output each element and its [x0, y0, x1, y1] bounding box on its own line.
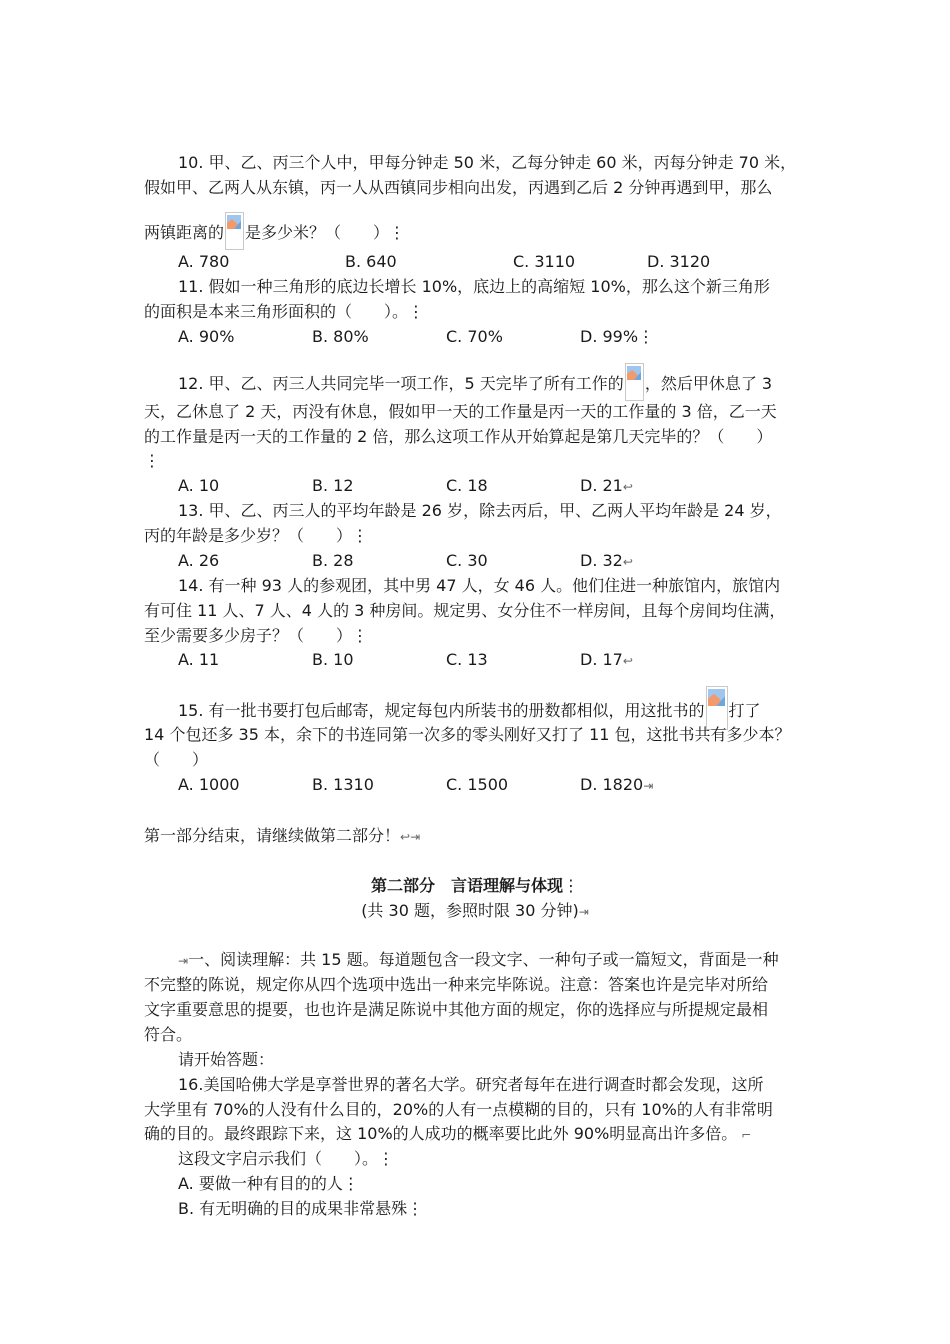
q11-line-2: 的面积是本来三角形面积的（ ）。⋮ — [144, 302, 425, 321]
q14-option-c: C. 13 — [446, 650, 488, 669]
q16-line-4: 这段文字启示我们（ ）。⋮ — [178, 1149, 395, 1168]
paragraph-mark-icon: ↩ — [622, 480, 633, 494]
broken-image-icon — [625, 363, 644, 401]
q15-option-c: C. 1500 — [446, 775, 509, 794]
q10-line-2: 假如甲、乙两人从东镇，丙一人从西镇同步相向出发，丙遇到乙后 2 分钟再遇到甲，那么 — [144, 178, 773, 197]
q10-option-a: A. 780 — [178, 252, 230, 271]
q12-line-1-start: 12. 甲、乙、丙三人共同完毕一项工作，5 天完毕了所有工作的 — [178, 374, 624, 393]
q11-line-1: 11. 假如一种三角形的底边长增长 10%，底边上的高缩短 10%，那么这个新三角形 — [178, 277, 770, 296]
q14-line-2: 有可住 11 人、7 人、4 人的 3 种房间。规定男、女分住不一样房间，且每个房间均住满， — [144, 601, 786, 620]
q16-line-3 — [144, 1122, 751, 1147]
q15-line-3: （ ） — [144, 750, 209, 769]
part2-subtitle-text: (共 30 题，参照时限 30 分钟) — [361, 901, 579, 920]
q11-option-c: C. 70% — [446, 327, 503, 346]
q13-option-d — [580, 549, 633, 574]
q10-line-3-end: 是多少米？（ ）⋮ — [245, 223, 406, 242]
q10-option-c: C. 3110 — [513, 252, 576, 271]
part2-title-mark: ⋮ — [563, 876, 579, 895]
end-part1-text: 第一部分结束，请继续做第二部分！ — [144, 826, 401, 845]
reading-line-1-text: 一、阅读理解：共 15 题。每道题包含一段文字、一种句子或一篇短文，背面是一种 — [188, 950, 779, 969]
q10-line-3-start: 两镇距离的 — [144, 223, 225, 242]
q15-line-1-end: 打了 — [728, 701, 761, 720]
q14-line-3: 至少需要多少房子？（ ）⋮ — [144, 626, 369, 645]
q12-option-c: C. 18 — [446, 476, 488, 495]
paragraph-mark-icon: ↩⇥ — [400, 830, 421, 844]
q11-option-a: A. 90% — [178, 327, 235, 346]
broken-image-icon — [225, 212, 244, 250]
q14-option-b: B. 10 — [312, 650, 354, 669]
q12-line-1-end: ，然后甲休息了 3 — [644, 374, 773, 393]
q13-option-c: C. 30 — [446, 551, 488, 570]
q16-line-2: 大学里有 70%的人没有什么目的，20%的人有一点模糊的目的，只有 10%的人有非常明 — [144, 1100, 773, 1119]
q13-line-1: 13. 甲、乙、丙三人的平均年龄是 26 岁，除去丙后，甲、乙两人平均年龄是 24 岁， — [178, 501, 782, 520]
reading-start: 请开始答题： — [178, 1050, 275, 1069]
q16-option-a: A. 要做一种有目的的人⋮ — [178, 1174, 359, 1193]
part2-title — [0, 874, 950, 898]
q15-option-d-text: D. 1820 — [580, 775, 644, 794]
q14-option-a: A. 11 — [178, 650, 220, 669]
q10-line-1: 10. 甲、乙、丙三个人中，甲每分钟走 50 米，乙每分钟走 60 米，丙每分钟走 70 米， — [178, 153, 797, 172]
q13-line-2: 丙的年龄是多少岁？（ ）⋮ — [144, 526, 369, 545]
part2-subtitle — [0, 899, 950, 924]
reading-line-1 — [178, 948, 779, 973]
end-part1-notice — [144, 824, 420, 849]
q15-option-a: A. 1000 — [178, 775, 240, 794]
q13-option-b: B. 28 — [312, 551, 354, 570]
q12-option-a: A. 10 — [178, 476, 220, 495]
q12-line-2: 天，乙休息了 2 天，丙没有休息，假如甲一天的工作量是丙一天的工作量的 3 倍，乙一天 — [144, 402, 777, 421]
reading-line-2: 不完整的陈说，规定你从四个选项中选出一种来完毕陈说。注意：答案也许是完毕对所给 — [144, 975, 769, 994]
q16-option-b: B. 有无明确的目的成果非常悬殊⋮ — [178, 1199, 424, 1218]
paragraph-mark-icon: ↩ — [622, 654, 633, 668]
q13-option-a: A. 26 — [178, 551, 220, 570]
q16-line-1: 16.美国哈佛大学是享誉世界的著名大学。研究者每年在进行调查时都会发现，这所 — [178, 1075, 764, 1094]
q13-option-d-text: D. 32 — [580, 551, 623, 570]
q15-line-1-start: 15. 有一批书要打包后邮寄，规定每包内所装书的册数都相似，用这批书的 — [178, 701, 705, 720]
paragraph-mark-icon: ⇥ — [578, 905, 589, 919]
q14-option-d — [580, 648, 633, 673]
q15-option-b: B. 1310 — [312, 775, 374, 794]
q14-line-1: 14. 有一种 93 人的参观团，其中男 47 人，女 46 人。他们住进一种旅馆内，旅馆内 — [178, 576, 781, 595]
q12-line-4: ⋮ — [144, 451, 160, 470]
q11-option-d: D. 99%⋮ — [580, 327, 655, 346]
q12-line-1 — [178, 363, 772, 401]
q12-line-3: 的工作量是丙一天的工作量的 2 倍，那么这项工作从开始算起是第几天完毕的？（ ） — [144, 427, 773, 446]
paragraph-mark-icon: ⇥ — [643, 779, 654, 793]
paragraph-mark-icon: ⌐ — [737, 1128, 752, 1142]
reading-line-3: 文字重要意思的提要，也也许是满足陈说中其他方面的规定，你的选择应与所提规定最相 — [144, 1000, 769, 1019]
q12-option-d — [580, 474, 633, 499]
q15-line-2: 14 个包还多 35 本，余下的书连同第一次多的零头刚好又打了 11 包，这批书共有多少本？ — [144, 725, 791, 744]
q14-option-d-text: D. 17 — [580, 650, 623, 669]
paragraph-mark-icon: ↩ — [622, 555, 633, 569]
q16-line-3-text: 确的目的。最终跟踪下来，这 10%的人成功的概率要比此外 90%明显高出许多倍。 — [144, 1124, 738, 1143]
reading-line-4: 符合。 — [144, 1025, 193, 1044]
q10-line-3 — [144, 212, 405, 250]
q11-option-b: B. 80% — [312, 327, 369, 346]
q12-option-d-text: D. 21 — [580, 476, 623, 495]
q12-option-b: B. 12 — [312, 476, 354, 495]
q10-option-d: D. 3120 — [647, 252, 711, 271]
part2-title-text: 第二部分 言语理解与体现 — [370, 876, 563, 895]
q15-option-d — [580, 773, 653, 798]
paragraph-mark-icon: ⇥ — [178, 954, 189, 968]
q10-option-b: B. 640 — [345, 252, 397, 271]
